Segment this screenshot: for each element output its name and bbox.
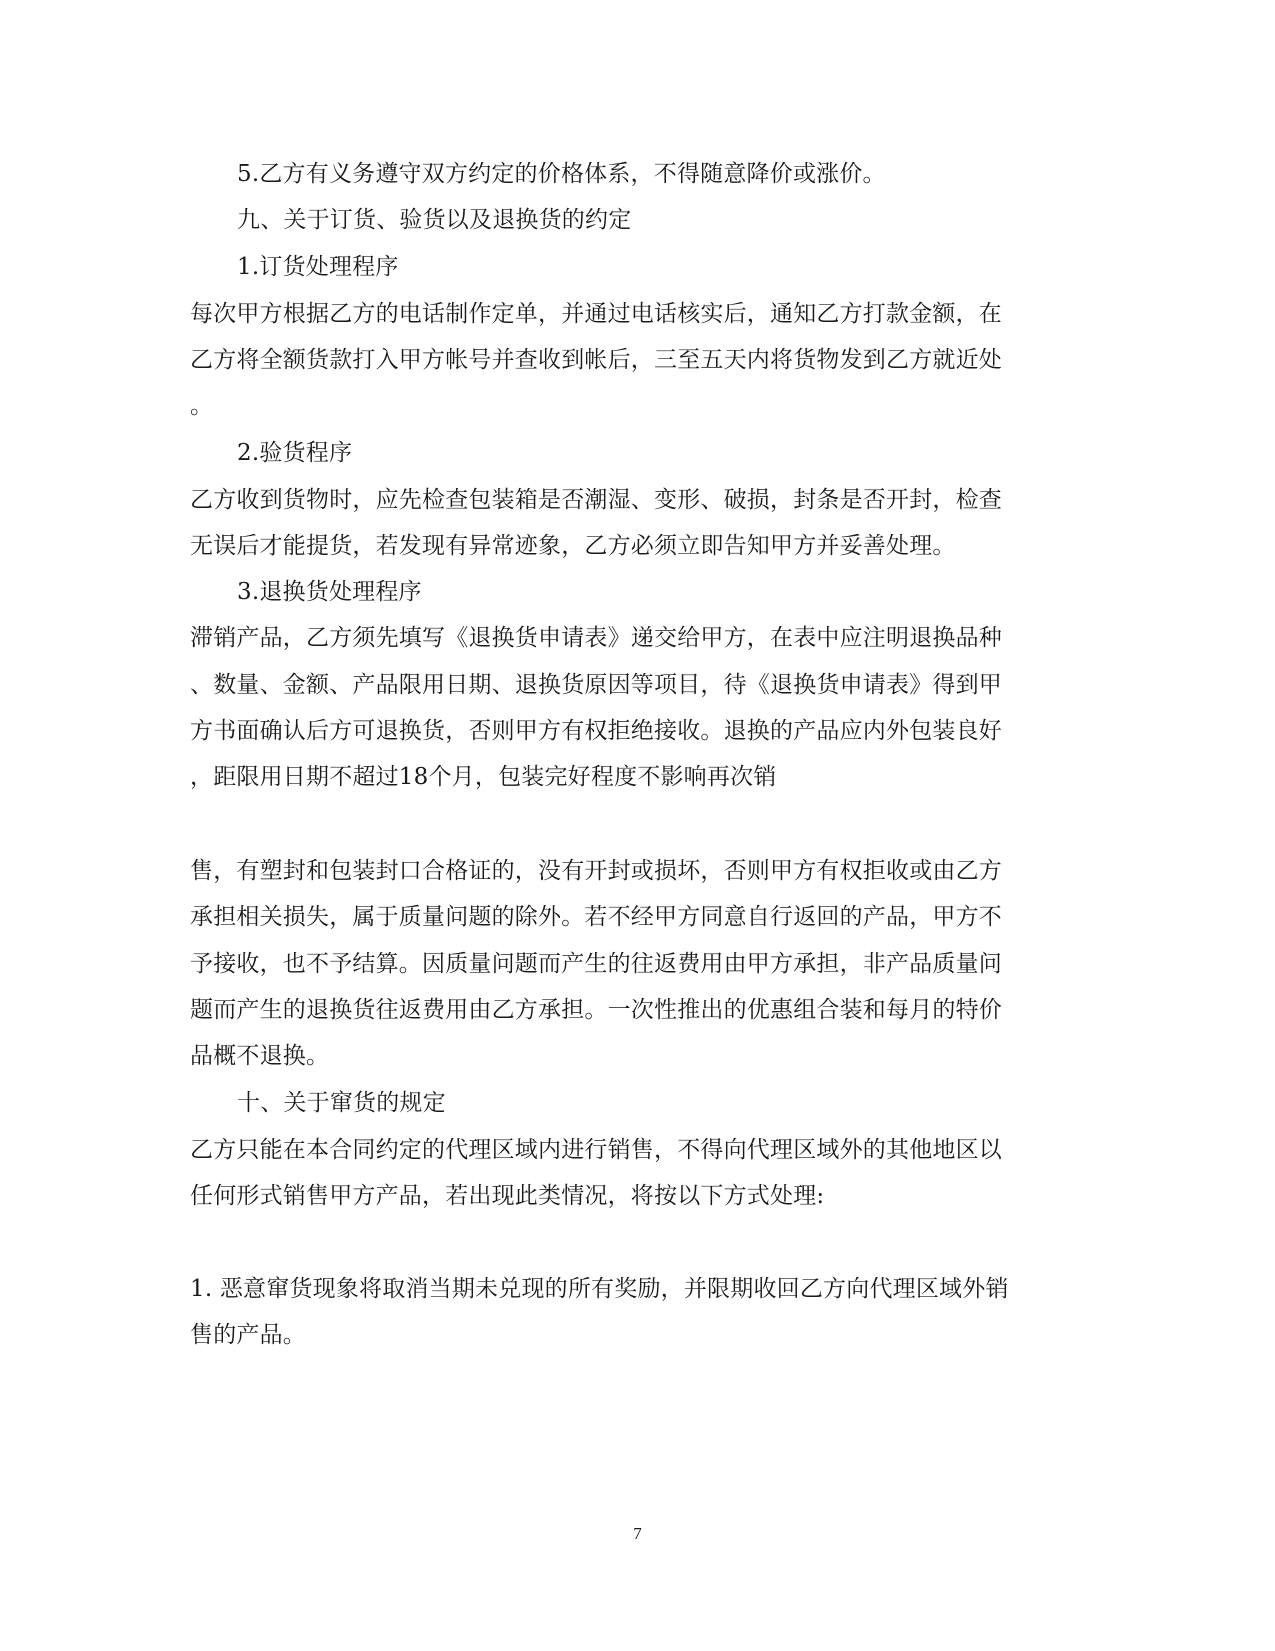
- return-paragraph-line-5: 售，有塑封和包装封口合格证的，没有开封或损坏，否则甲方有权拒收或由乙方: [190, 858, 1002, 884]
- section-10-heading: 十、关于窜货的规定: [237, 1090, 446, 1116]
- return-paragraph-line-1: 滞销产品，乙方须先填写《退换货申请表》递交给甲方，在表中应注明退换品种: [190, 625, 1002, 651]
- subsection-return-heading: 3.退换货处理程序: [237, 579, 422, 605]
- cross-selling-paragraph-line-1: 乙方只能在本合同约定的代理区域内进行销售，不得向代理区域外的其他地区以: [190, 1137, 1002, 1163]
- return-paragraph-line-8: 题而产生的退换货往返费用由乙方承担。一次性推出的优惠组合装和每月的特价: [190, 997, 1002, 1023]
- cross-selling-item-1-line-1: 1. 恶意窜货现象将取消当期未兑现的所有奖励，并限期收回乙方向代理区域外销: [190, 1276, 1009, 1302]
- order-paragraph-line-1: 每次甲方根据乙方的电话制作定单，并通过电话核实后，通知乙方打款金额，在: [190, 301, 1002, 327]
- return-paragraph-line-4: ，距限用日期不超过18个月，包装完好程度不影响再次销: [190, 764, 777, 790]
- page-number: 7: [633, 1524, 642, 1543]
- return-paragraph-line-7: 予接收，也不予结算。因质量问题而产生的往返费用由甲方承担，非产品质量问: [190, 951, 1002, 977]
- return-paragraph-line-9: 品概不退换。: [190, 1043, 330, 1069]
- cross-selling-item-1-line-2: 售的产品。: [190, 1322, 306, 1348]
- return-paragraph-line-2: 、数量、金额、产品限用日期、退换货原因等项目，待《退换货申请表》得到甲: [190, 672, 1002, 698]
- cross-selling-paragraph-line-2: 任何形式销售甲方产品，若出现此类情况，将按以下方式处理:: [190, 1183, 825, 1209]
- section-9-heading: 九、关于订货、验货以及退换货的约定: [237, 207, 632, 233]
- order-paragraph-line-3: 。: [190, 393, 214, 419]
- inspection-paragraph-line-1: 乙方收到货物时，应先检查包装箱是否潮湿、变形、破损，封条是否开封，检查: [190, 487, 1002, 513]
- order-paragraph-line-2: 乙方将全额货款打入甲方帐号并查收到帐后，三至五天内将货物发到乙方就近处: [190, 347, 1002, 373]
- return-paragraph-line-3: 方书面确认后方可退换货，否则甲方有权拒绝接收。退换的产品应内外包装良好: [190, 718, 1002, 744]
- subsection-order-heading: 1.订货处理程序: [237, 254, 399, 280]
- subsection-inspection-heading: 2.验货程序: [237, 440, 353, 466]
- clause-5-price-system: 5.乙方有义务遵守双方约定的价格体系，不得随意降价或涨价。: [237, 161, 886, 187]
- inspection-paragraph-line-2: 无误后才能提货，若发现有异常迹象，乙方必须立即告知甲方并妥善处理。: [190, 533, 956, 559]
- return-paragraph-line-6: 承担相关损失，属于质量问题的除外。若不经甲方同意自行返回的产品，甲方不: [190, 904, 1002, 930]
